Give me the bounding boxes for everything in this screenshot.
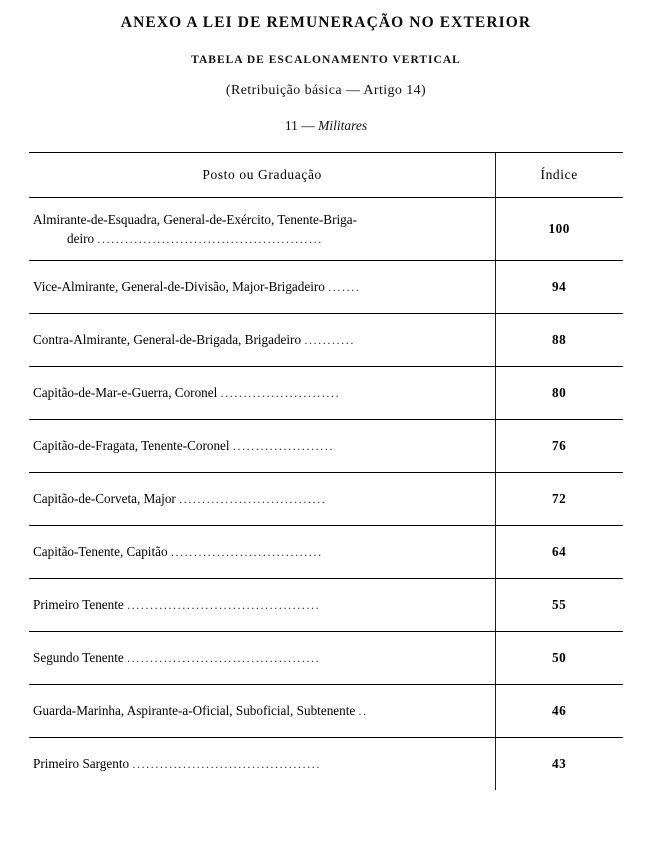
- table-row: [29, 738, 623, 791]
- row-leader-dots: ..........................................: [127, 651, 321, 666]
- table-row: [29, 473, 623, 526]
- row-leader-dots: ................................: [179, 492, 327, 507]
- row-leader-dots: .................................: [170, 545, 323, 560]
- row-label-text: Capitão-de-Mar-e-Guerra, Coronel: [33, 385, 218, 401]
- subtitle-section: [0, 118, 652, 134]
- row-index-value: 100: [548, 221, 570, 236]
- row-label: [29, 579, 495, 632]
- row-index-value: 50: [552, 650, 567, 665]
- row-leader-dots: ...........: [304, 333, 355, 348]
- row-label: [29, 526, 495, 579]
- subtitle-retribuicao: (Retribuição básica — Artigo 14): [225, 83, 427, 98]
- row-label-text: Vice-Almirante, General-de-Divisão, Major-Brigadeiro: [33, 279, 325, 295]
- row-label: [29, 314, 495, 367]
- row-index-value: 46: [552, 703, 567, 718]
- row-label: [29, 738, 495, 791]
- escalonamento-table: [29, 152, 623, 790]
- row-index-value: 88: [552, 332, 567, 347]
- row-index-value: 72: [552, 491, 567, 506]
- row-label-text: Capitão-Tenente, Capitão: [33, 544, 168, 560]
- row-label-line1: Almirante-de-Esquadra, General-de-Exército, Tenente-Briga-: [33, 211, 357, 227]
- page-title: ANEXO A LEI DE REMUNERAÇÃO NO EXTERIOR: [120, 14, 532, 31]
- row-label: [29, 367, 495, 420]
- row-label-text: Capitão-de-Fragata, Tenente-Coronel: [33, 438, 230, 454]
- table-header-row: [29, 153, 623, 198]
- row-label-line2-text: deiro: [67, 230, 95, 246]
- row-leader-dots: .................................................: [97, 231, 323, 246]
- row-label-text: Guarda-Marinha, Aspirante-a-Oficial, Suboficial, Subtenente: [33, 703, 356, 719]
- column-divider: [495, 152, 496, 790]
- row-label-text: Segundo Tenente: [33, 650, 124, 666]
- row-label: [29, 632, 495, 685]
- row-label-text: Contra-Almirante, General-de-Brigada, Brigadeiro: [33, 332, 302, 348]
- row-leader-dots: .........................................: [132, 757, 321, 772]
- document-page: [0, 14, 652, 864]
- row-label-text: Capitão-de-Corveta, Major: [33, 491, 176, 507]
- escalonamento-table-wrap: [29, 152, 623, 790]
- table-row: [29, 314, 623, 367]
- row-label: [29, 198, 495, 261]
- subtitle-tabela: TABELA DE ESCALONAMENTO VERTICAL: [191, 54, 461, 66]
- row-index-value: 76: [552, 438, 567, 453]
- row-label: [29, 473, 495, 526]
- row-index-value: 64: [552, 544, 567, 559]
- header-cell-posto: Posto ou Graduação: [202, 167, 322, 182]
- table-row: [29, 632, 623, 685]
- row-leader-dots: ..: [358, 704, 368, 719]
- row-index-value: 55: [552, 597, 567, 612]
- table-row: [29, 367, 623, 420]
- row-index-value: 43: [552, 756, 567, 771]
- row-label-text: Primeiro Sargento: [33, 756, 130, 772]
- row-leader-dots: ..........................: [220, 386, 341, 401]
- row-label-line2: [33, 229, 485, 248]
- row-leader-dots: ..........................................: [127, 598, 321, 613]
- row-index-value: 94: [552, 279, 567, 294]
- row-leader-dots: ......................: [232, 439, 335, 454]
- table-row: [29, 261, 623, 314]
- header-cell-indice: Índice: [540, 167, 578, 182]
- table-row: [29, 579, 623, 632]
- table-row: [29, 198, 623, 261]
- section-number: 11: [284, 118, 298, 133]
- section-label: Militares: [318, 118, 368, 133]
- table-row: [29, 685, 623, 738]
- row-label: [29, 685, 495, 738]
- row-label-text: Primeiro Tenente: [33, 597, 124, 613]
- table-row: [29, 420, 623, 473]
- row-label: [29, 261, 495, 314]
- section-dash: —: [301, 118, 315, 133]
- table-row: [29, 526, 623, 579]
- row-label: [29, 420, 495, 473]
- row-leader-dots: .......: [328, 280, 361, 295]
- row-index-value: 80: [552, 385, 567, 400]
